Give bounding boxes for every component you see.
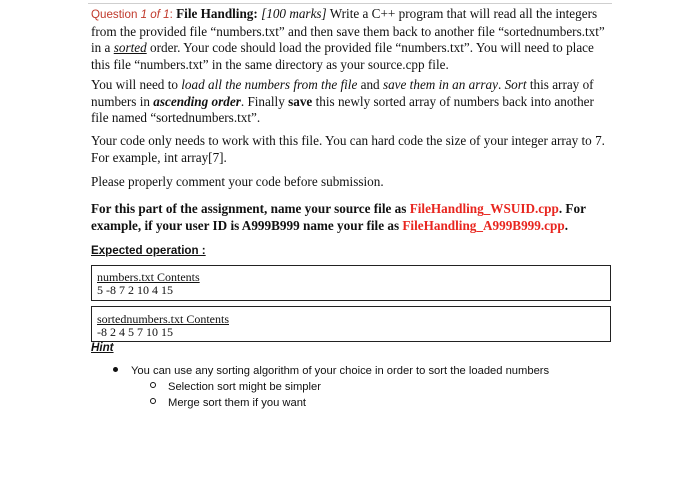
save-array-emphasis: save them in an array xyxy=(382,77,498,92)
sorted-file-title: sortednumbers.txt Contents xyxy=(97,312,229,326)
question-number: 1 of 1 xyxy=(140,8,170,21)
array-size-paragraph: Your code only needs to work with this file. You can hard code the size of your integer array to 7. For example, int array[7]. xyxy=(91,133,605,165)
numbers-file-box xyxy=(91,265,611,301)
question-label: Question 1 of 1: xyxy=(91,8,177,21)
sorted-emphasis: sorted xyxy=(113,40,147,55)
hint-text: You can use any sorting algorithm of your choice in order to sort the loaded numbers xyxy=(131,365,550,377)
hint-item xyxy=(113,365,549,377)
numbers-file-values: 5 -8 7 2 10 4 15 xyxy=(97,283,173,297)
filename-example: FileHandling_A999B999.cpp xyxy=(402,217,565,233)
filename-template: FileHandling_WSUID.cpp xyxy=(409,201,559,216)
sorted-file-values: -8 2 4 5 7 10 15 xyxy=(97,325,173,339)
save-emphasis: save xyxy=(288,93,313,109)
hint-subitem xyxy=(150,397,306,409)
circle-bullet-icon xyxy=(150,382,156,388)
instructions-paragraph: You will need to load all the numbers from the file and save them in an array. Sort this array of numbers in ascending order. Finally save this newly sorted array of numbers back into another file named “sortednumbers.txt”. xyxy=(91,77,594,125)
hint-subitem xyxy=(150,381,321,393)
question-marks: [100 marks] xyxy=(261,6,327,21)
filename-paragraph: For this part of the assignment, name your source file as FileHandling_WSUID.cpp. For example, if your user ID is A999B999 name your file as FileHandling_A999B999.cpp. xyxy=(91,201,586,233)
sort-emphasis: Sort xyxy=(504,77,527,92)
hint-subitem-text: Selection sort might be simpler xyxy=(168,381,321,393)
ascending-emphasis: ascending order xyxy=(153,93,241,109)
sorted-file-box xyxy=(91,306,611,342)
load-all-emphasis: load all the numbers from the file xyxy=(181,77,358,92)
bullet-icon xyxy=(113,367,118,372)
hint-subitem-text: Merge sort them if you want xyxy=(168,397,307,409)
hint-heading: Hint xyxy=(91,341,114,354)
top-divider xyxy=(88,3,612,4)
question-paragraph: Question 1 of 1: File Handling: [100 marks] Write a C++ program that will read all the integers from the provided file “numbers.txt” and then save them back to another file “sortednumbers.txt” in a sorted order. Your code should load the provided file “numbers.txt”. You will need to place this file “numbers.txt” in the same directory as your source.cpp file. xyxy=(91,6,605,72)
numbers-file-title: numbers.txt Contents xyxy=(97,270,200,284)
question-title: File Handling xyxy=(176,6,254,21)
expected-operation-heading: Expected operation : xyxy=(91,244,206,257)
circle-bullet-icon xyxy=(150,398,156,404)
comment-paragraph: Please properly comment your code before submission. xyxy=(91,174,384,189)
